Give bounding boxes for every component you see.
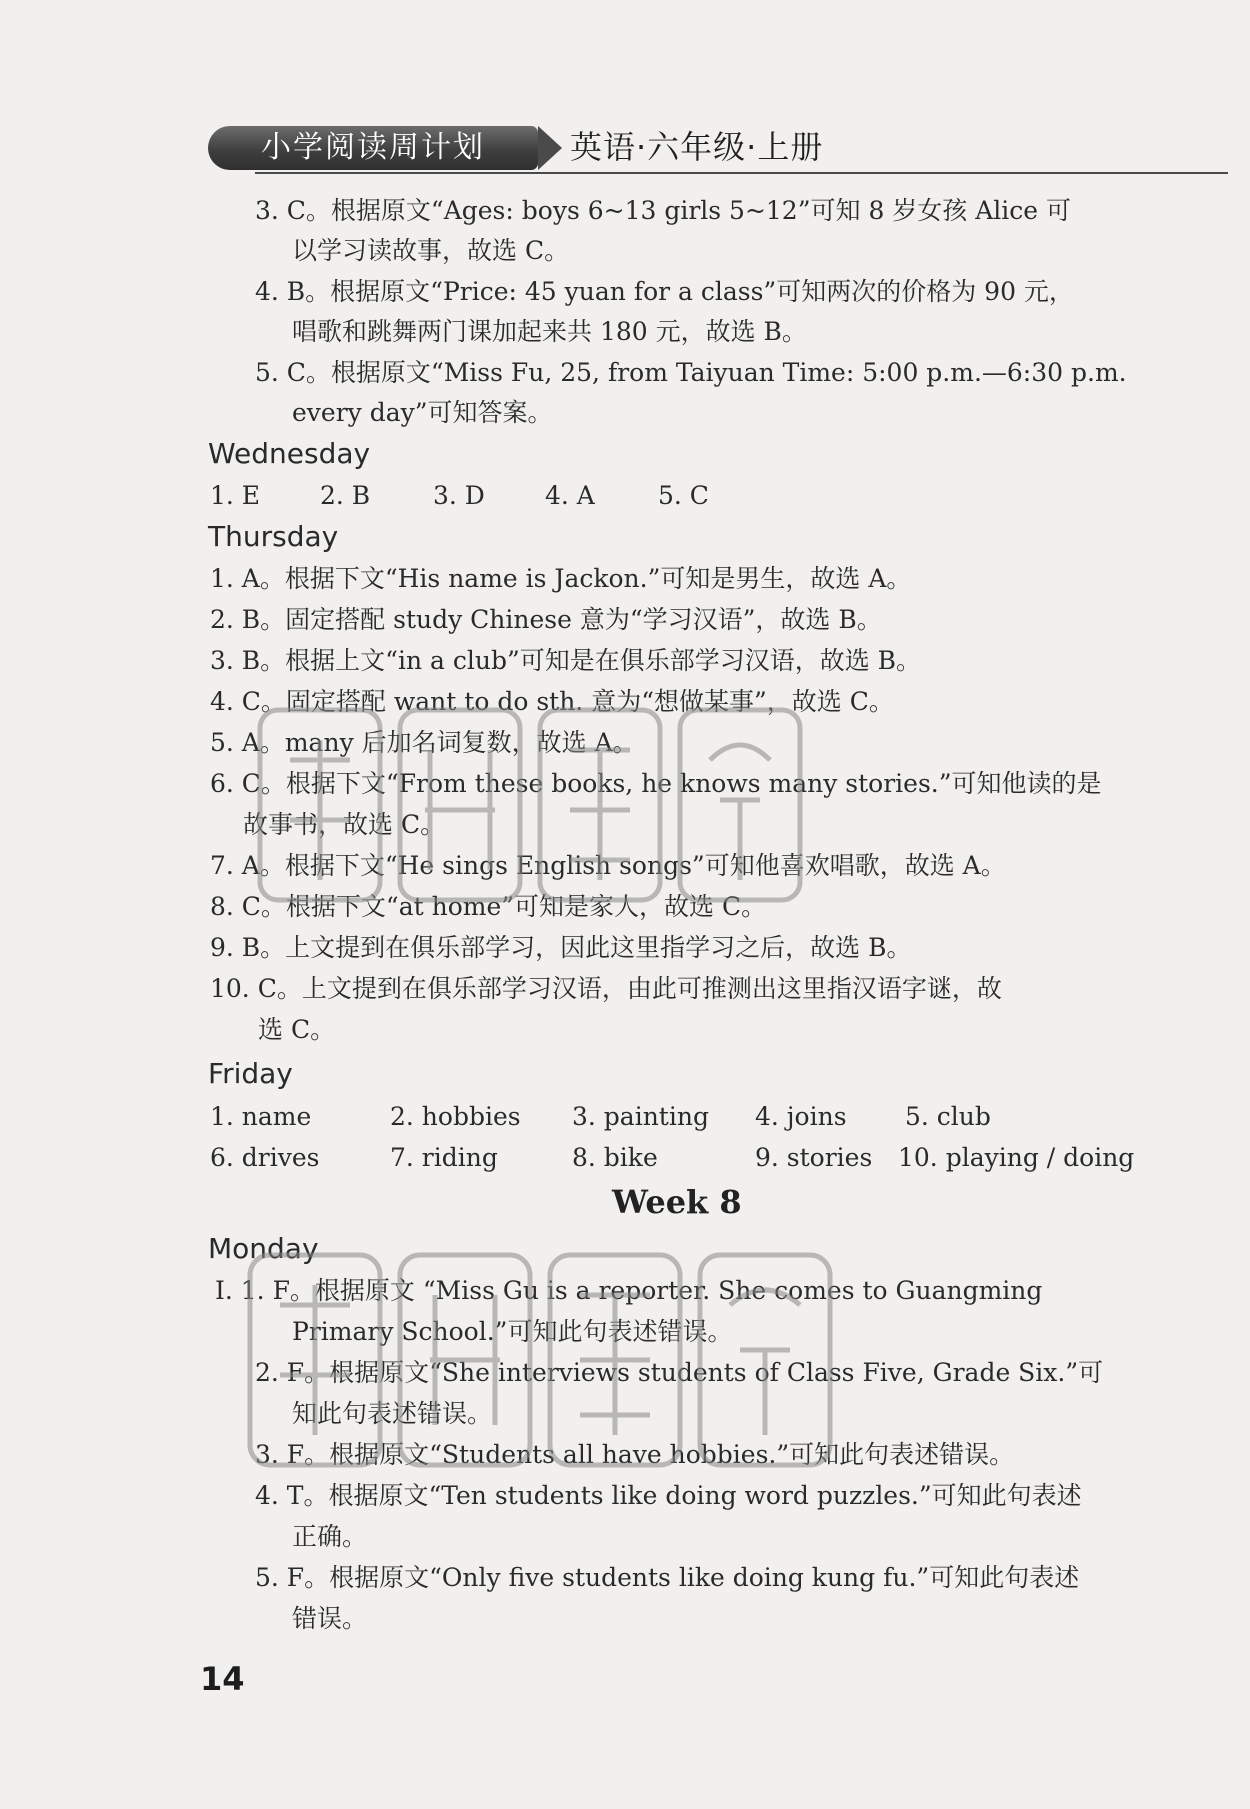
- week-heading: Week 8: [612, 1183, 742, 1221]
- answer-line: 4. T。根据原文“Ten students like doing word puzzles.”可知此句表述: [255, 1481, 1082, 1510]
- answer-line: Primary School.”可知此句表述错误。: [292, 1317, 733, 1346]
- answer-line: 5. A。many 后加名词复数，故选 A。: [210, 728, 638, 757]
- answer-line: 9. B。上文提到在俱乐部学习，因此这里指学习之后，故选 B。: [210, 933, 912, 962]
- answer-line: 3. F。根据原文“Students all have hobbies.”可知此句表述错误。: [255, 1440, 1015, 1469]
- series-title-badge: 小学阅读周计划: [208, 126, 538, 170]
- answer-line: 10. C。上文提到在俱乐部学习汉语，由此可推测出这里指汉语字谜，故: [210, 974, 1002, 1003]
- answer-line: 5. F。根据原文“Only five students like doing kung fu.”可知此句表述: [255, 1563, 1080, 1592]
- answer-item: 1. E: [210, 481, 261, 510]
- answer-line: 选 C。: [258, 1015, 336, 1044]
- answer-line: 唱歌和跳舞两门课加起来共 180 元，故选 B。: [292, 317, 807, 346]
- answer-line: 5. C。根据原文“Miss Fu, 25, from Taiyuan Time: 5:00 p.m.—6:30 p.m.: [255, 358, 1127, 387]
- section-heading-wednesday: Wednesday: [208, 437, 371, 470]
- page-number: 14: [200, 1660, 245, 1698]
- answer-item: 6. drives: [210, 1143, 320, 1172]
- answer-line: 7. A。根据下文“He sings English songs”可知他喜欢唱歌，故选 A。: [210, 851, 1006, 880]
- answer-line: 故事书，故选 C。: [243, 810, 446, 839]
- answer-line: 正确。: [292, 1522, 368, 1551]
- answer-line: 错误。: [292, 1604, 368, 1633]
- answer-item: 8. bike: [572, 1143, 658, 1172]
- answer-line: 6. C。根据下文“From these books, he knows many stories.”可知他读的是: [210, 769, 1102, 798]
- answer-line: 3. B。根据上文“in a club”可知是在俱乐部学习汉语，故选 B。: [210, 646, 922, 675]
- page-header: [208, 118, 1228, 180]
- answer-line: 知此句表述错误。: [292, 1399, 493, 1428]
- section-heading-thursday: Thursday: [208, 520, 339, 553]
- answer-line: Ⅰ. 1. F。根据原文 “Miss Gu is a reporter. She comes to Guangming: [215, 1276, 1043, 1305]
- answer-item: 3. painting: [572, 1102, 709, 1131]
- answer-line: 1. A。根据下文“His name is Jackon.”可知是男生，故选 A。: [210, 564, 912, 593]
- answer-line: every day”可知答案。: [292, 398, 553, 427]
- answer-item: 2. B: [320, 481, 371, 510]
- header-divider: [255, 172, 1228, 174]
- answer-line: 2. F。根据原文“She interviews students of Class Five, Grade Six.”可: [255, 1358, 1104, 1387]
- answer-item: 7. riding: [390, 1143, 498, 1172]
- answer-item: 3. D: [433, 481, 485, 510]
- answer-line: 3. C。根据原文“Ages: boys 6~13 girls 5~12”可知 8 岁女孩 Alice 可: [255, 196, 1072, 225]
- book-title: 英语·六年级·上册: [570, 128, 824, 166]
- answer-line: 以学习读故事，故选 C。: [292, 236, 570, 265]
- section-heading-friday: Friday: [208, 1057, 293, 1090]
- answer-line: 2. B。固定搭配 study Chinese 意为“学习汉语”，故选 B。: [210, 605, 882, 634]
- answer-line: 8. C。根据下文“at home”可知是家人，故选 C。: [210, 892, 767, 921]
- answer-item: 10. playing / doing: [898, 1143, 1135, 1172]
- answer-item: 5. C: [658, 481, 709, 510]
- section-heading-monday: Monday: [208, 1232, 319, 1265]
- answer-item: 4. joins: [755, 1102, 847, 1131]
- answer-line: 4. B。根据原文“Price: 45 yuan for a class”可知两次的价格为 90 元，: [255, 277, 1074, 306]
- answer-item: 4. A: [545, 481, 595, 510]
- answer-item: 9. stories: [755, 1143, 873, 1172]
- answer-item: 5. club: [905, 1102, 991, 1131]
- answer-line: 4. C。固定搭配 want to do sth. 意为“想做某事”，故选 C。: [210, 687, 894, 716]
- answer-item: 2. hobbies: [390, 1102, 521, 1131]
- answer-item: 1. name: [210, 1102, 312, 1131]
